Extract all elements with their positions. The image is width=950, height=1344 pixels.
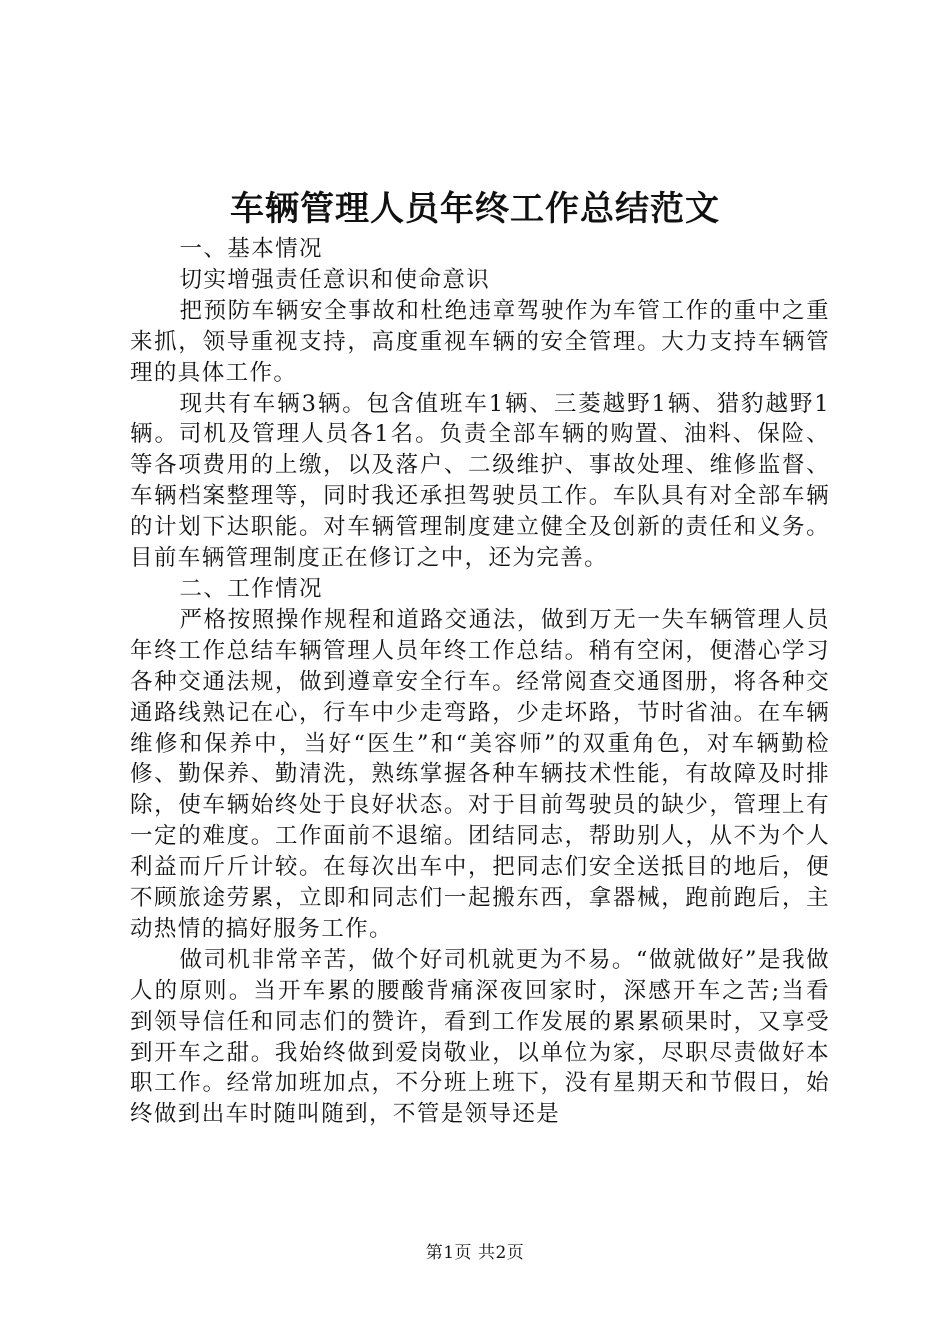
paragraph-driver-reflection: 做司机非常辛苦，做个好司机就更为不易。“做就做好”是我做人的原则。当开车累的腰酸背痛深夜回家时，深感开车之苦;当看到领导信任和同志们的赞许，看到工作发展的累累硕果时，又享受到开车之甜。我始终做到爱岗敬业，以单位为家，尽职尽责做好本职工作。经常加班加点，不分班上班下，没有星期天和节假日，始终做到出车时随叫随到，不管是领导还是 bbox=[130, 946, 830, 1128]
section-heading-basic: 一、基本情况 bbox=[179, 236, 323, 262]
paragraph-work-details: 严格按照操作规程和道路交通法，做到万无一失车辆管理人员年终工作总结车辆管理人员年终工作总结。稍有空闲，便潜心学习各种交通法规，做到遵章安全行车。经常阅查交通图册，将各种交通路线熟记在心，行车中少走弯路，少走坏路，节时省油。在车辆维修和保养中，当好“医生”和“美容师”的双重角色，对车辆勤检修、勤保养、勤清洗，熟练掌握各种车辆技术性能，有故障及时排除，使车辆始终处于良好状态。对于目前驾驶员的缺少，管理上有一定的难度。工作面前不退缩。团结同志，帮助别人，从不为个人利益而斤斤计较。在每次出车中，把同志们安全送抵目的地后，便不顾旅途劳累，立即和同志们一起搬东西，拿器械，跑前跑后，主动热情的搞好服务工作。 bbox=[130, 606, 830, 942]
paragraph-safety: 把预防车辆安全事故和杜绝违章驾驶作为车管工作的重中之重来抓，领导重视支持，高度重视车辆的安全管理。大力支持车辆管理的具体工作。 bbox=[130, 297, 830, 386]
document-title: 车辆管理人员年终工作总结范文 bbox=[230, 189, 720, 229]
section-heading-work: 二、工作情况 bbox=[179, 575, 323, 602]
page-footer: 第1页 共2页 bbox=[425, 1243, 525, 1263]
document-body bbox=[130, 234, 830, 1130]
subheading-responsibility: 切实增强责任意识和使命意识 bbox=[179, 266, 491, 293]
paragraph-vehicles: 现共有车辆3辆。包含值班车1辆、三菱越野1辆、猎豹越野1辆。司机及管理人员各1名。负责全部车辆的购置、油料、保险、等各项费用的上缴，以及落户、二级维护、事故处理、维修监督、车辆档案整理等，同时我还承担驾驶员工作。车队具有对全部车辆的计划下达职能。对车辆管理制度建立健全及创新的责任和义务。目前车辆管理制度正在修订之中，还为完善。 bbox=[130, 390, 830, 572]
